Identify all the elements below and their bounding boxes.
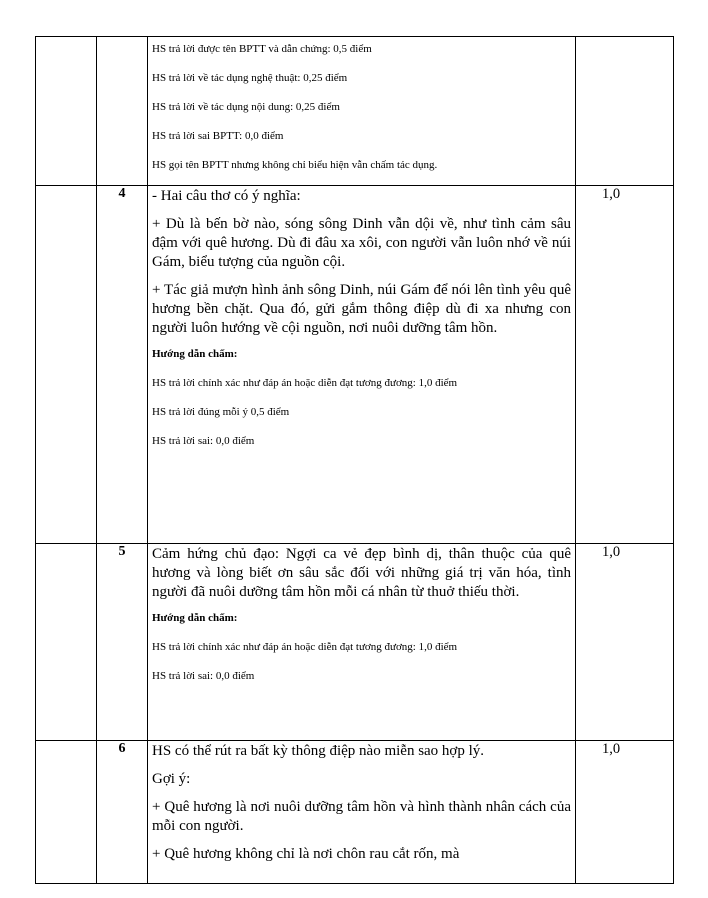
- score-cell: 1,0: [576, 186, 674, 544]
- answer-cell: [148, 186, 576, 544]
- score-cell: 1,0: [576, 741, 674, 884]
- guide-line: HS trả lời về tác dụng nội dung: 0,25 điểm: [152, 101, 340, 113]
- table-row: [36, 186, 674, 544]
- answer-paragraph: + Quê hương không chỉ là nơi chôn rau cắt rốn, mà: [152, 846, 460, 862]
- answer-paragraph: Cảm hứng chủ đạo: Ngợi ca vẻ đẹp bình dị, thân thuộc của quê hương và lòng biết ơn sâu sắc đối với những giá trị văn hóa, tình người đã nuôi dưỡng tâm hồn mỗi cá nhân từ thuở thiếu thời.: [152, 546, 571, 600]
- grading-table: [35, 36, 674, 884]
- table-row: [36, 741, 674, 884]
- question-number: 5: [97, 544, 148, 741]
- guide-line: HS trả lời chính xác như đáp án hoặc diễn đạt tương đương: 1,0 điểm: [152, 641, 458, 653]
- answer-paragraph: Gợi ý:: [152, 771, 191, 787]
- question-number: [97, 37, 148, 186]
- table-row: [36, 544, 674, 741]
- question-number: 4: [97, 186, 148, 544]
- answer-paragraph: + Tác giả mượn hình ảnh sông Dinh, núi Gám để nói lên tình yêu quê hương bền chặt. Qua đó, gửi gắm thông điệp dù đi xa nhưng con người luôn hướng về cội nguồn, nơi nuôi dưỡng tâm hồn.: [152, 282, 571, 336]
- answer-paragraph: + Dù là bến bờ nào, sóng sông Dinh vẫn dội về, như tình cảm sâu đậm với quê hương. Dù đi đâu xa xôi, con người vẫn luôn nhớ về núi Gám, biểu tượng của nguồn cội.: [152, 216, 571, 270]
- guide-line: HS trả lời chính xác như đáp án hoặc diễn đạt tương đương: 1,0 điểm: [152, 377, 458, 389]
- answer-paragraph: HS có thể rút ra bất kỳ thông điệp nào miễn sao hợp lý.: [152, 743, 485, 759]
- answer-cell: [148, 544, 576, 741]
- guide-line: HS trả lời về tác dụng nghệ thuật: 0,25 điểm: [152, 72, 348, 84]
- answer-paragraph: + Quê hương là nơi nuôi dưỡng tâm hồn và hình thành nhân cách của mỗi con người.: [152, 799, 571, 834]
- question-number: 6: [97, 741, 148, 884]
- answer-cell: [148, 37, 576, 186]
- blank-cell: [36, 37, 97, 186]
- guide-line: HS trả lời sai: 0,0 điểm: [152, 670, 255, 682]
- guide-line: HS gọi tên BPTT nhưng không chỉ biểu hiện vẫn chấm tác dụng.: [152, 159, 438, 171]
- guide-line: HS trả lời sai: 0,0 điểm: [152, 435, 255, 447]
- guide-line: HS trả lời được tên BPTT và dẫn chứng: 0,5 điểm: [152, 43, 372, 55]
- score-cell: [576, 37, 674, 186]
- guide-line: HS trả lời đúng mỗi ý 0,5 điểm: [152, 406, 290, 418]
- blank-cell: [36, 741, 97, 884]
- blank-cell: [36, 186, 97, 544]
- table-row: [36, 37, 674, 186]
- score-cell: 1,0: [576, 544, 674, 741]
- guide-title: Hướng dẫn chấm:: [152, 612, 238, 624]
- answer-cell: [148, 741, 576, 884]
- answer-paragraph: - Hai câu thơ có ý nghĩa:: [152, 188, 301, 204]
- guide-title: Hướng dẫn chấm:: [152, 348, 238, 360]
- blank-cell: [36, 544, 97, 741]
- guide-line: HS trả lời sai BPTT: 0,0 điểm: [152, 130, 284, 142]
